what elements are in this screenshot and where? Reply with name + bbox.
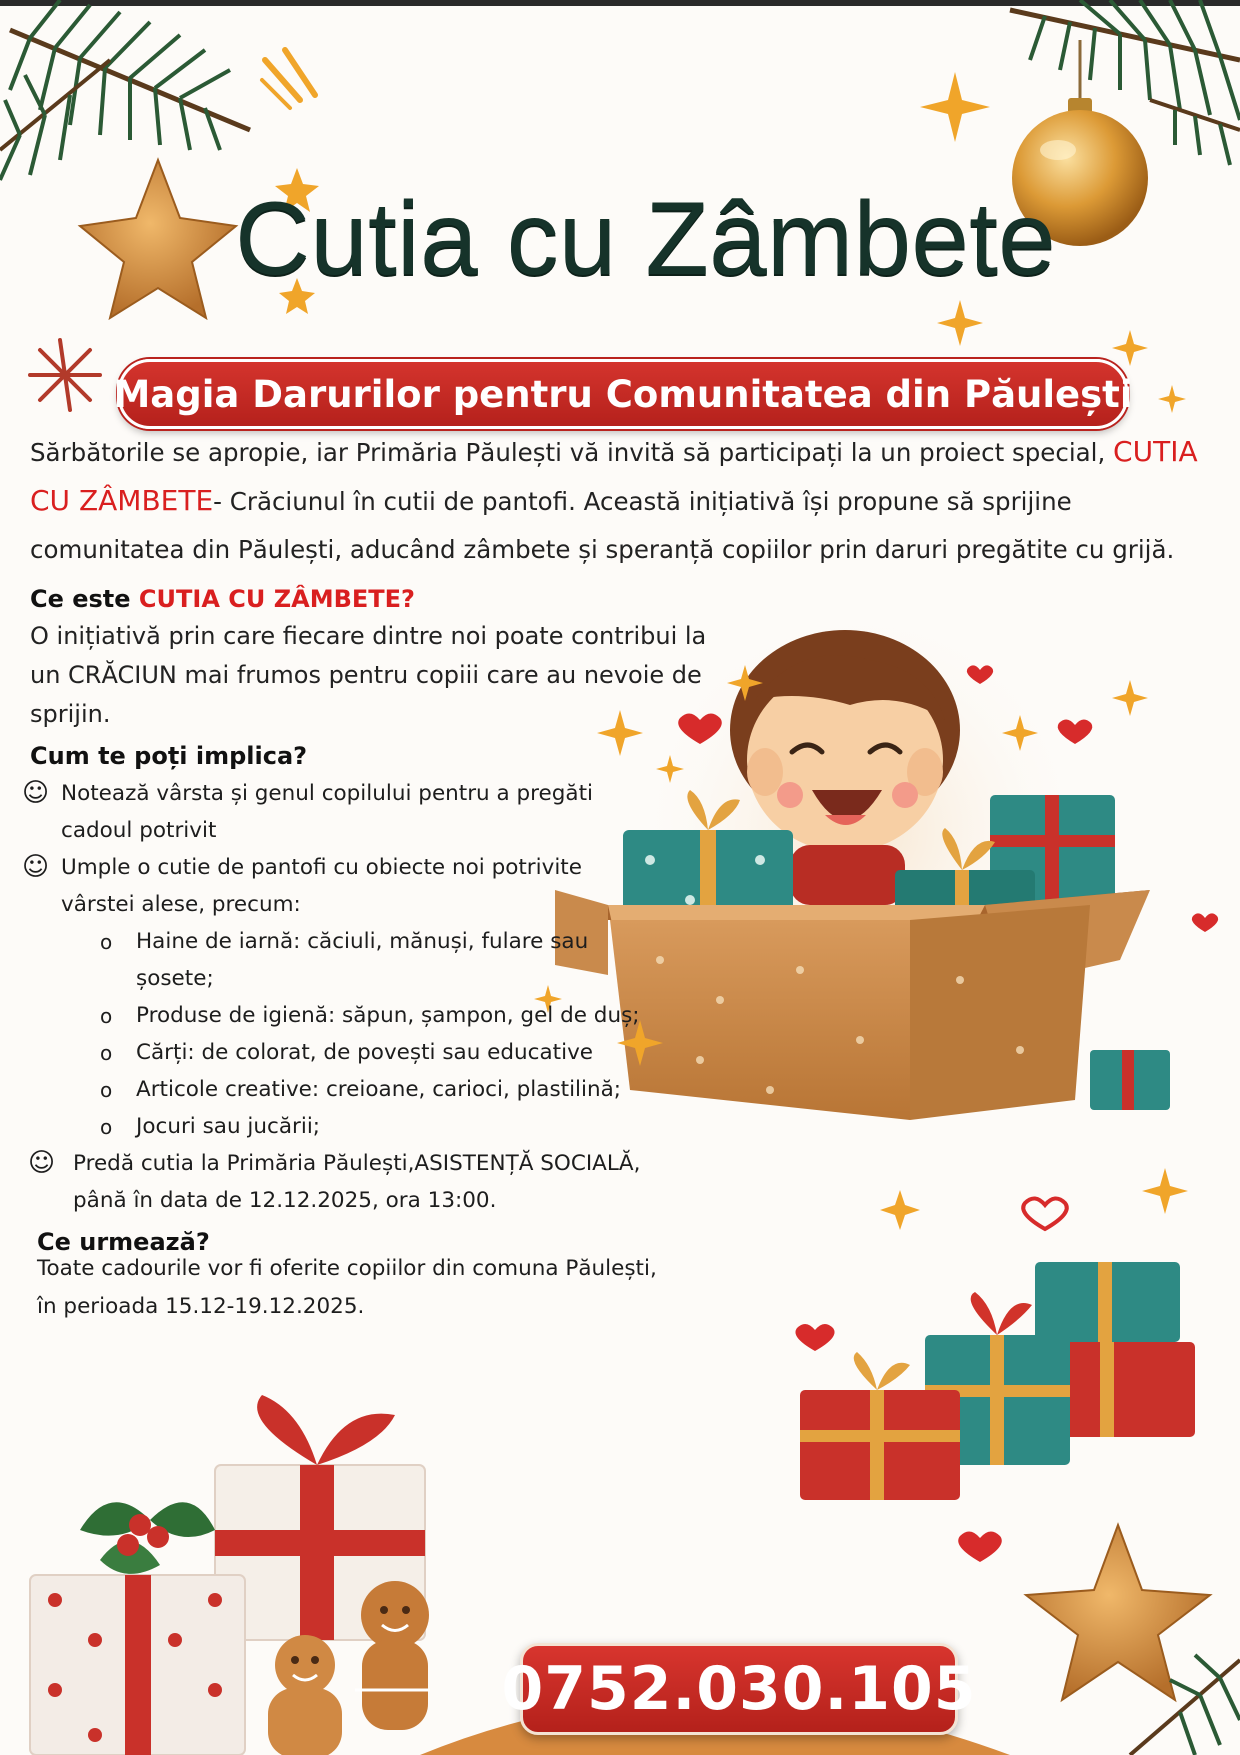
circle-bullet-icon: o — [100, 930, 113, 954]
list-item — [61, 849, 582, 923]
step-line: Umple o cutie de pantofi cu obiecte noi potrivite — [61, 855, 582, 880]
how-heading: Cum te poți implica? — [30, 742, 308, 770]
subtitle-banner — [113, 359, 1133, 429]
item-line: Cărți: de colorat, de povești sau educative — [136, 1040, 594, 1065]
list-item — [136, 1034, 593, 1071]
item-line: Articole creative: creioane, carioci, plastilină; — [136, 1077, 622, 1102]
phone-banner — [501, 1643, 977, 1735]
list-item — [73, 1145, 640, 1219]
holly-icon — [80, 1502, 215, 1574]
gold-star-icon — [1026, 1525, 1210, 1700]
pine-branch-icon — [0, 0, 250, 180]
step-line: cadoul potrivit — [61, 818, 217, 843]
step-line: Notează vârsta și genul copilului pentru a pregăti — [61, 781, 593, 806]
smiley-bullet-icon: ☺ — [28, 1148, 56, 1178]
intro-text-continued: - Crăciunul în cutii de pantofi. Această inițiativă își propune să sprijine comunitatea din Păulești, aducând zâmbete și speranță copiilor prin daruri pregătite cu grijă. — [30, 487, 1175, 564]
step-line: vârstei alese, precum: — [61, 892, 301, 917]
next-line: în perioada 15.12-19.12.2025. — [37, 1294, 365, 1319]
step-line: Predă cutia la Primăria Păulești,ASISTENȚĂ SOCIALĂ, — [73, 1151, 641, 1176]
smiley-bullet-icon: ☺ — [22, 778, 50, 808]
phone-number: 0752.030.105 — [501, 1654, 977, 1724]
cardboard-box-icon — [555, 890, 1170, 1120]
item-line: Haine de iarnă: căciuli, mănuși, fulare sau — [136, 929, 589, 954]
step-line: până în data de 12.12.2025, ora 13:00. — [73, 1188, 497, 1213]
list-item — [136, 923, 588, 997]
gift-box-icon — [800, 1262, 1195, 1500]
list-item — [61, 775, 593, 849]
circle-bullet-icon: o — [100, 1115, 113, 1139]
next-heading: Ce urmează? — [37, 1228, 210, 1256]
circle-bullet-icon: o — [100, 1041, 113, 1065]
gold-star-icon — [80, 160, 236, 318]
list-item — [136, 1071, 621, 1108]
what-heading-prefix: Ce este — [30, 585, 139, 613]
circle-bullet-icon: o — [100, 1078, 113, 1102]
next-line: Toate cadourile vor fi oferite copiilor din comuna Păulești, — [37, 1256, 657, 1281]
what-heading-highlight: CUTIA CU ZÂMBETE? — [138, 585, 415, 613]
circle-bullet-icon: o — [100, 1004, 113, 1028]
intro-paragraph — [30, 428, 1200, 574]
intro-highlight: CUTIA CU ZÂMBETE — [30, 435, 1198, 517]
what-heading — [30, 585, 415, 613]
item-line: Jocuri sau jucării; — [136, 1114, 321, 1139]
page-title: Cutia cu Zâmbete — [235, 181, 1056, 297]
next-description — [37, 1250, 677, 1326]
item-line: șosete; — [136, 966, 214, 991]
smiley-bullet-icon: ☺ — [22, 852, 50, 882]
list-item — [136, 1108, 320, 1145]
what-description: O inițiativă prin care fiecare dintre noi poate contribui la un CRĂCIUN mai frumos pentru copiii care au nevoie de sprijin. — [30, 622, 707, 728]
snowflake-icon — [30, 340, 100, 410]
intro-text: Sărbătorile se apropie, iar Primăria Păulești vă invită să participați la un proiect special, — [30, 438, 1114, 467]
list-item — [136, 997, 640, 1034]
subtitle-text: Magia Darurilor pentru Comunitatea din Păulești — [113, 372, 1133, 416]
item-line: Produse de igienă: săpun, șampon, gel de duș; — [136, 1003, 640, 1028]
